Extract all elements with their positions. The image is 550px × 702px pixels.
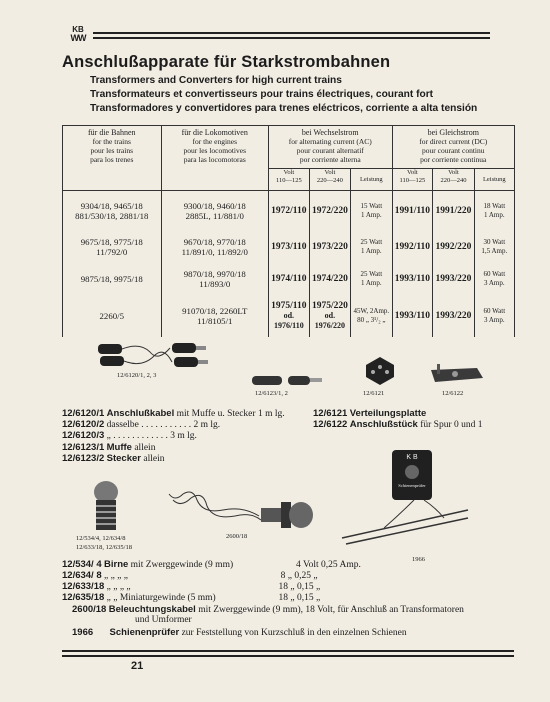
header-dc: bei Gleichstrom for direct current (DC) pour courant continu por corriente continua — [392, 126, 514, 169]
part-volt: 18 „ — [278, 593, 295, 603]
part-desc: „ „ „ „ — [106, 582, 131, 592]
part-number: 12/635/18 — [62, 592, 105, 603]
caption-1966: 1966 — [412, 556, 425, 563]
verteilungsplatte-illustration — [362, 355, 396, 385]
part-birne-row — [62, 592, 320, 604]
part-volt: 8 „ — [280, 571, 292, 581]
page-title: Anschlußapparate für Starkstrombahnen — [62, 53, 391, 71]
cell-dc-220: 1993/220 — [433, 295, 474, 337]
cell-ac-leistung: 25 Watt 1 Amp. — [351, 263, 392, 295]
part-6123-2: 12/6123/2 Stecker allein — [62, 453, 165, 464]
caption-6120: 12/6120/1, 2, 3 — [117, 372, 157, 379]
part-amp: 0,25 „ — [292, 571, 318, 581]
cell-dc-110: 1991/110 — [392, 191, 433, 231]
cell-ac-220: 1972/220 — [309, 191, 350, 231]
part-amp: 0,15 „ — [294, 582, 321, 592]
lamp-icon — [405, 465, 419, 479]
muffe-stecker-illustration — [250, 373, 325, 387]
birne-illustration — [90, 478, 122, 534]
cell-dc-leistung: 30 Watt 1,5 Amp. — [474, 231, 514, 263]
cell-ac-110: 1973/110 — [268, 231, 309, 263]
cell-dc-110: 1993/110 — [392, 295, 433, 337]
cell-ac-110: 1974/110 — [268, 263, 309, 295]
caption-534: 12/534/4, 12/634/8 — [76, 535, 126, 542]
part-number: 12/634/ 8 — [62, 570, 102, 581]
part-2600: 2600/18 Beleuchtungskabel mit Zwerggewinde (9 mm), 18 Volt, für Anschluß an Transformatoren — [72, 604, 464, 615]
cell-dc-220: 1992/220 — [433, 231, 474, 263]
cell-bahnen: 9304/18, 9465/18 881/530/18, 2881/18 — [63, 191, 162, 231]
table-row — [63, 231, 515, 263]
part-desc: „ „ Miniaturgewinde (5 mm) — [106, 593, 216, 603]
subtitle-es: Transformadores y convertidores para trenes eléctricos, corriente a alta tensión — [90, 103, 478, 114]
part-amp: 0,15 „ — [294, 593, 321, 603]
table-row — [63, 191, 515, 231]
cell-ac-220: 1973/220 — [309, 231, 350, 263]
part-6121: 12/6121 Verteilungsplatte — [313, 408, 427, 419]
caption-6121: 12/6121 — [363, 390, 385, 397]
cell-ac-leistung: 25 Watt 1 Amp. — [351, 231, 392, 263]
part-6120-1: 12/6120/1 Anschlußkabel mit Muffe u. Stecker 1 m lg. — [62, 408, 285, 419]
page-number: 21 — [131, 660, 144, 672]
caption-6122: 12/6122 — [442, 390, 464, 397]
schienenpruefer-box — [392, 450, 432, 500]
header-leistung-dc: Leistung — [474, 169, 514, 191]
schienenpruefer-label: Schienenprüfer — [398, 483, 426, 488]
caption-633: 12/633/18, 12/635/18 — [76, 544, 132, 551]
part-desc: „ „ „ „ — [104, 571, 128, 581]
part-number: 12/534/ 4 — [62, 559, 102, 570]
header-volt-220-ac: Volt 220—240 — [309, 169, 350, 191]
top-rule-2 — [93, 37, 490, 39]
cell-dc-220: 1991/220 — [433, 191, 474, 231]
anschlusskabel-illustration — [90, 338, 210, 370]
bottom-rule-1 — [62, 650, 514, 652]
table-row — [63, 295, 515, 337]
cell-dc-leistung: 60 Watt 3 Amp. — [474, 263, 514, 295]
cell-dc-110: 1993/110 — [392, 263, 433, 295]
part-6122: 12/6122 Anschlußstück für Spur 0 und 1 — [313, 419, 483, 430]
caption-6123: 12/6123/1, 2 — [255, 390, 288, 397]
part-6123-1: 12/6123/1 Muffe allein — [62, 442, 156, 453]
bottom-rule-2 — [62, 655, 514, 657]
logo-text-bottom: WW — [70, 33, 86, 43]
cell-ac-110: 1975/110 od. 1976/110 — [268, 295, 309, 337]
part-amp: 0,25 Amp. — [318, 560, 361, 570]
part-2600-cont: und Umformer — [135, 615, 192, 625]
cell-bahnen: 9875/18, 9975/18 — [63, 263, 162, 295]
schienenpruefer-logo: K B — [406, 454, 418, 461]
cell-loks: 9670/18, 9770/18 11/891/0, 11/892/0 — [161, 231, 268, 263]
cell-bahnen: 9675/18, 9775/18 11/792/0 — [63, 231, 162, 263]
subtitle-en: Transformers and Converters for high current trains — [90, 75, 342, 86]
part-volt: 18 „ — [278, 582, 295, 592]
part-volt: 4 Volt — [296, 560, 319, 570]
cell-ac-220: 1974/220 — [309, 263, 350, 295]
cell-loks: 9870/18, 9970/18 11/893/0 — [161, 263, 268, 295]
part-6120-2: 12/6120/2 dasselbe . . . . . . . . . . . 2 m lg. — [62, 419, 221, 430]
cell-bahnen: 2260/5 — [63, 295, 162, 337]
anschlussstueck-illustration — [427, 362, 485, 386]
cell-loks: 91070/18, 2260LT 11/8105/1 — [161, 295, 268, 337]
part-number: 12/633/18 — [62, 581, 105, 592]
cell-dc-110: 1992/110 — [392, 231, 433, 263]
part-desc: mit Zwerggewinde (9 mm) — [130, 560, 234, 570]
logo — [68, 26, 88, 42]
caption-2600: 2600/18 — [226, 533, 248, 540]
table-row — [63, 263, 515, 295]
cell-ac-220: 1975/220 od. 1976/220 — [309, 295, 350, 337]
subtitle-fr: Transformateurs et convertisseurs pour trains électriques, courant fort — [90, 89, 434, 100]
cell-dc-leistung: 60 Watt 3 Amp. — [474, 295, 514, 337]
header-bahnen: für die Bahnen for the trains pour les trains para los trenes — [63, 126, 162, 191]
part-6120-3: 12/6120/3 „ . . . . . . . . . . . . 3 m lg. — [62, 430, 197, 441]
part-1966: 1966 Schienenprüfer zur Feststellung von Kurzschluß in den einzelnen Schienen — [72, 627, 407, 638]
beleuchtungskabel-illustration — [163, 486, 318, 530]
cell-dc-leistung: 18 Watt 1 Amp. — [474, 191, 514, 231]
cell-loks: 9300/18, 9460/18 2885L, 11/881/0 — [161, 191, 268, 231]
logo-text-top: KB — [72, 25, 84, 34]
cell-ac-leistung: 15 Watt 1 Amp. — [351, 191, 392, 231]
top-rule-1 — [93, 32, 490, 34]
header-volt-110-dc: Volt 110—125 — [392, 169, 433, 191]
header-volt-110-ac: Volt 110—125 — [268, 169, 309, 191]
header-loks: für die Lokomotiven for the engines pour les locomotives para las locomotoras — [161, 126, 268, 191]
cell-ac-110: 1972/110 — [268, 191, 309, 231]
header-volt-220-dc: Volt 220—240 — [433, 169, 474, 191]
part-name: Birne — [104, 559, 129, 570]
rail-illustration — [340, 498, 470, 548]
cell-dc-220: 1993/220 — [433, 263, 474, 295]
transformer-table — [62, 125, 515, 337]
header-ac: bei Wechselstrom for alternating current (AC) pour courant alternatif por corriente alterna — [268, 126, 392, 169]
header-leistung-ac: Leistung — [351, 169, 392, 191]
cell-ac-leistung: 45W, 2Amp. 80 „ 3¹/₂ „ — [351, 295, 392, 337]
